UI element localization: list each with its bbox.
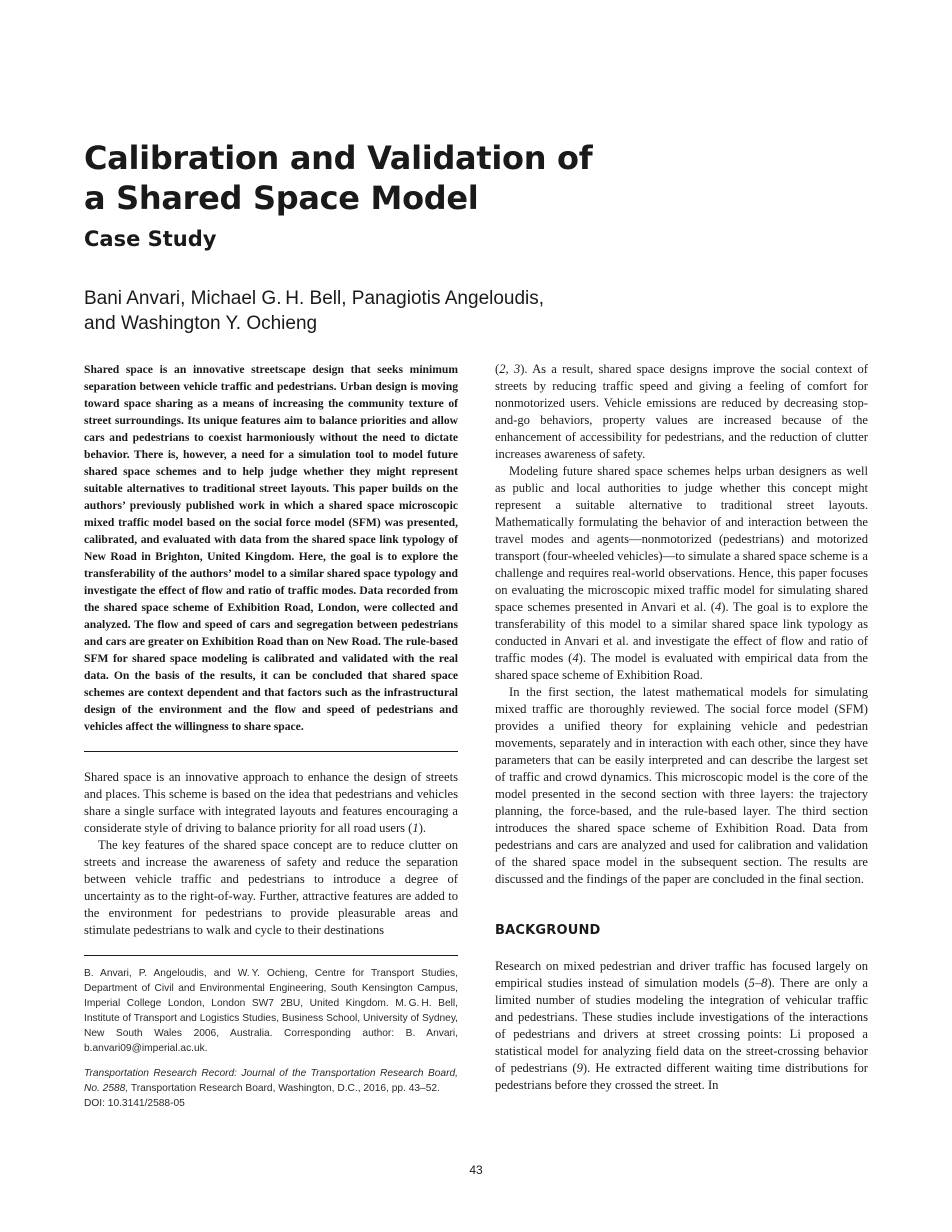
body-text: ). [418,821,427,835]
paper-title [84,138,704,218]
body-text: ). The model is evaluated with empirical data from the shared space scheme of Exhibition Road. [495,651,868,682]
title-line-2: a Shared Space Model [84,179,479,217]
body-paragraph-5: In the first section, the latest mathematical models for simulating mixed traffic are thoroughly reviewed. The social force model (SFM) provides a unified theory for explaining vehicle and pedestrian movements, separately and in interaction with each other, since they have parameters that can be easily interpreted and can describe the largest set of traffic and crowd dynamics. This microscopic model is the core of the model presented in the second section with three layers: the trajectory planning, the force-based, and the rule-based layer. The third section introduces the shared space scheme of Exhibition Road. Data from pedestrians and cars are analyzed and used for calibration and validation of the shared space model in the subsequent section. The results are discussed and the findings of the paper are concluded in the final section. [495,685,868,886]
citation-footnote [84,1066,458,1111]
body-text: Research on mixed pedestrian and driver traffic has focused largely on empirical studies instead of simulation models ( [495,959,868,990]
body-paragraph-3: (2, 3). As a result, shared space designs improve the social context of streets by reducing traffic speed and giving a feeling of comfort for nonmotorized users. Vehicle emissions are reduced by decreasing stop-and-go behaviors, property values are increased because of the enhancement of accessibility for pedestrians, and the reduction of clutter increases awareness of safety. [495,362,869,461]
body-text: ). The goal is to explore the transferability of this model to a similar shared space link typology as conducted in Anvari et al. and investigate the effect of flow and ratio of traffic modes ( [495,600,868,665]
author-line-2: and Washington Y. Ochieng [84,313,318,334]
citation-ref: 2, 3 [499,362,521,376]
body-paragraph-4 [495,463,868,684]
body-text: ). There are only a limited number of studies modeling the integration of vehicular traffic and pedestrians. These studies include investigations of the interactions of pedestrians and drivers at street crossing points: Li proposed a statistical model for analyzing field data on the street-crossing behavior of pedestrians ( [495,976,868,1075]
citation-ref: 5–8 [748,976,768,990]
author-list [84,286,644,336]
citation-ref: 4 [714,600,722,614]
body-paragraph-2: The key features of the shared space concept are to reduce clutter on streets and increase the awareness of safety and reduce the separation between vehicle traffic and pedestrians to introduce a degree of uncertainty as to the right-of-way. Further, attractive features are added to the environment for pedestrians to provide pleasurable areas and stimulate pedestrians to walk and cycle to their destinations [84,838,458,937]
left-column [84,361,458,1111]
author-affiliation-footnote: B. Anvari, P. Angeloudis, and W. Y. Ochieng, Centre for Transport Studies, Department of Civil and Environmental Engineering, South Kensington Campus, Imperial College London, London SW7 2BU, United Kingdom. M. G. H. Bell, Institute of Transport and Logistics Studies, Business School, University of Sydney, New South Wales 2006, Australia. Corresponding author: B. Anvari, b.anvari09@imperial.ac.uk. [84,968,458,1054]
body-text: ). He extracted different waiting time distributions for pedestrians before they crossed the street. In [495,1061,869,1092]
footnote-divider [84,955,458,956]
journal-name: Transportation Research Record: Journal of the Transportation Research Board, No. 2588, [84,1068,458,1094]
publisher-info: Transportation Research Board, Washington, D.C., 2016, pp. 43–52. [130,1083,440,1094]
citation-ref: 9 [576,1061,583,1075]
author-line-1: Bani Anvari, Michael G. H. Bell, Panagiotis Angeloudis, [84,288,545,309]
citation-ref: 4 [572,651,579,665]
abstract-divider [84,751,458,752]
paper-subtitle: Case Study [84,227,217,251]
title-line-1: Calibration and Validation of [84,139,593,177]
body-text: Modeling future shared space schemes helps urban designers as well as public and local authorities to judge whether this concept might represent a suitable alternative to traditional street layouts. Mathematically formulating the behavior of and interaction between the travel modes and agents—nonmotorized (pedestrians) and motorized transport (four-wheeled vehicles)—to simulate a shared space scheme is a challenge and requires real-world observations. Hence, this paper focuses on evaluating the microscopic mixed traffic model for simulating shared space schemes presented in Anvari et al. ( [495,464,868,614]
body-text: ). As a result, shared space designs improve the social context of streets by reducing traffic speed and giving a feeling of comfort for nonmotorized users. Vehicle emissions are reduced by decreasing stop-and-go behaviors, property values are increased because of the enhancement of accessibility for pedestrians, and the reduction of clutter increases awareness of safety. [495,362,869,461]
page-number: 43 [469,1163,483,1177]
body-text: Shared space is an innovative approach to enhance the design of streets and places. This scheme is based on the idea that pedestrians and vehicles share a single surface with integrated layouts and features encouraging a considerate style of driving to balance priority for all road users ( [84,770,458,835]
citation-ref: 1 [412,821,419,835]
body-paragraph-1 [84,769,458,837]
right-column [495,361,868,1094]
body-paragraph-6 [495,958,868,1094]
section-heading-background: BACKGROUND [495,923,601,938]
abstract: Shared space is an innovative streetscape design that seeks minimum separation between vehicle traffic and pedestrians. Urban design is moving toward space sharing as a means of increasing the community texture of street surroundings. Its unique features aim to balance priorities and allow cars and pedestrians to coexist harmoniously without the need to dictate behavior. There is, however, a need for a simulation tool to model future shared space schemes and to help judge whether they might represent suitable alternatives to traditional street layouts. This paper builds on the authors’ previously published work in which a shared space microscopic mixed traffic model based on the social force model (SFM) was presented, calibrated, and evaluated with data from the shared space link typology of New Road in Brighton, United Kingdom. Here, the goal is to explore the transferability of the authors’ model to a similar shared space typology and investigate the effect of flow and ratio of traffic modes. Data recorded from the shared space scheme of Exhibition Road, London, were collected and analyzed. The flow and speed of cars and segregation between pedestrians and cars are greater on Exhibition Road than on New Road. The rule-based SFM for shared space modeling is calibrated and validated with the real data. On the basis of the results, it can be concluded that shared space schemes are context dependent and that factors such as the infrastructural design of the environment and the flow and speed of pedestrians and vehicles affect the willingness to share space. [84,363,458,733]
doi: DOI: 10.3141/2588-05 [84,1098,185,1109]
